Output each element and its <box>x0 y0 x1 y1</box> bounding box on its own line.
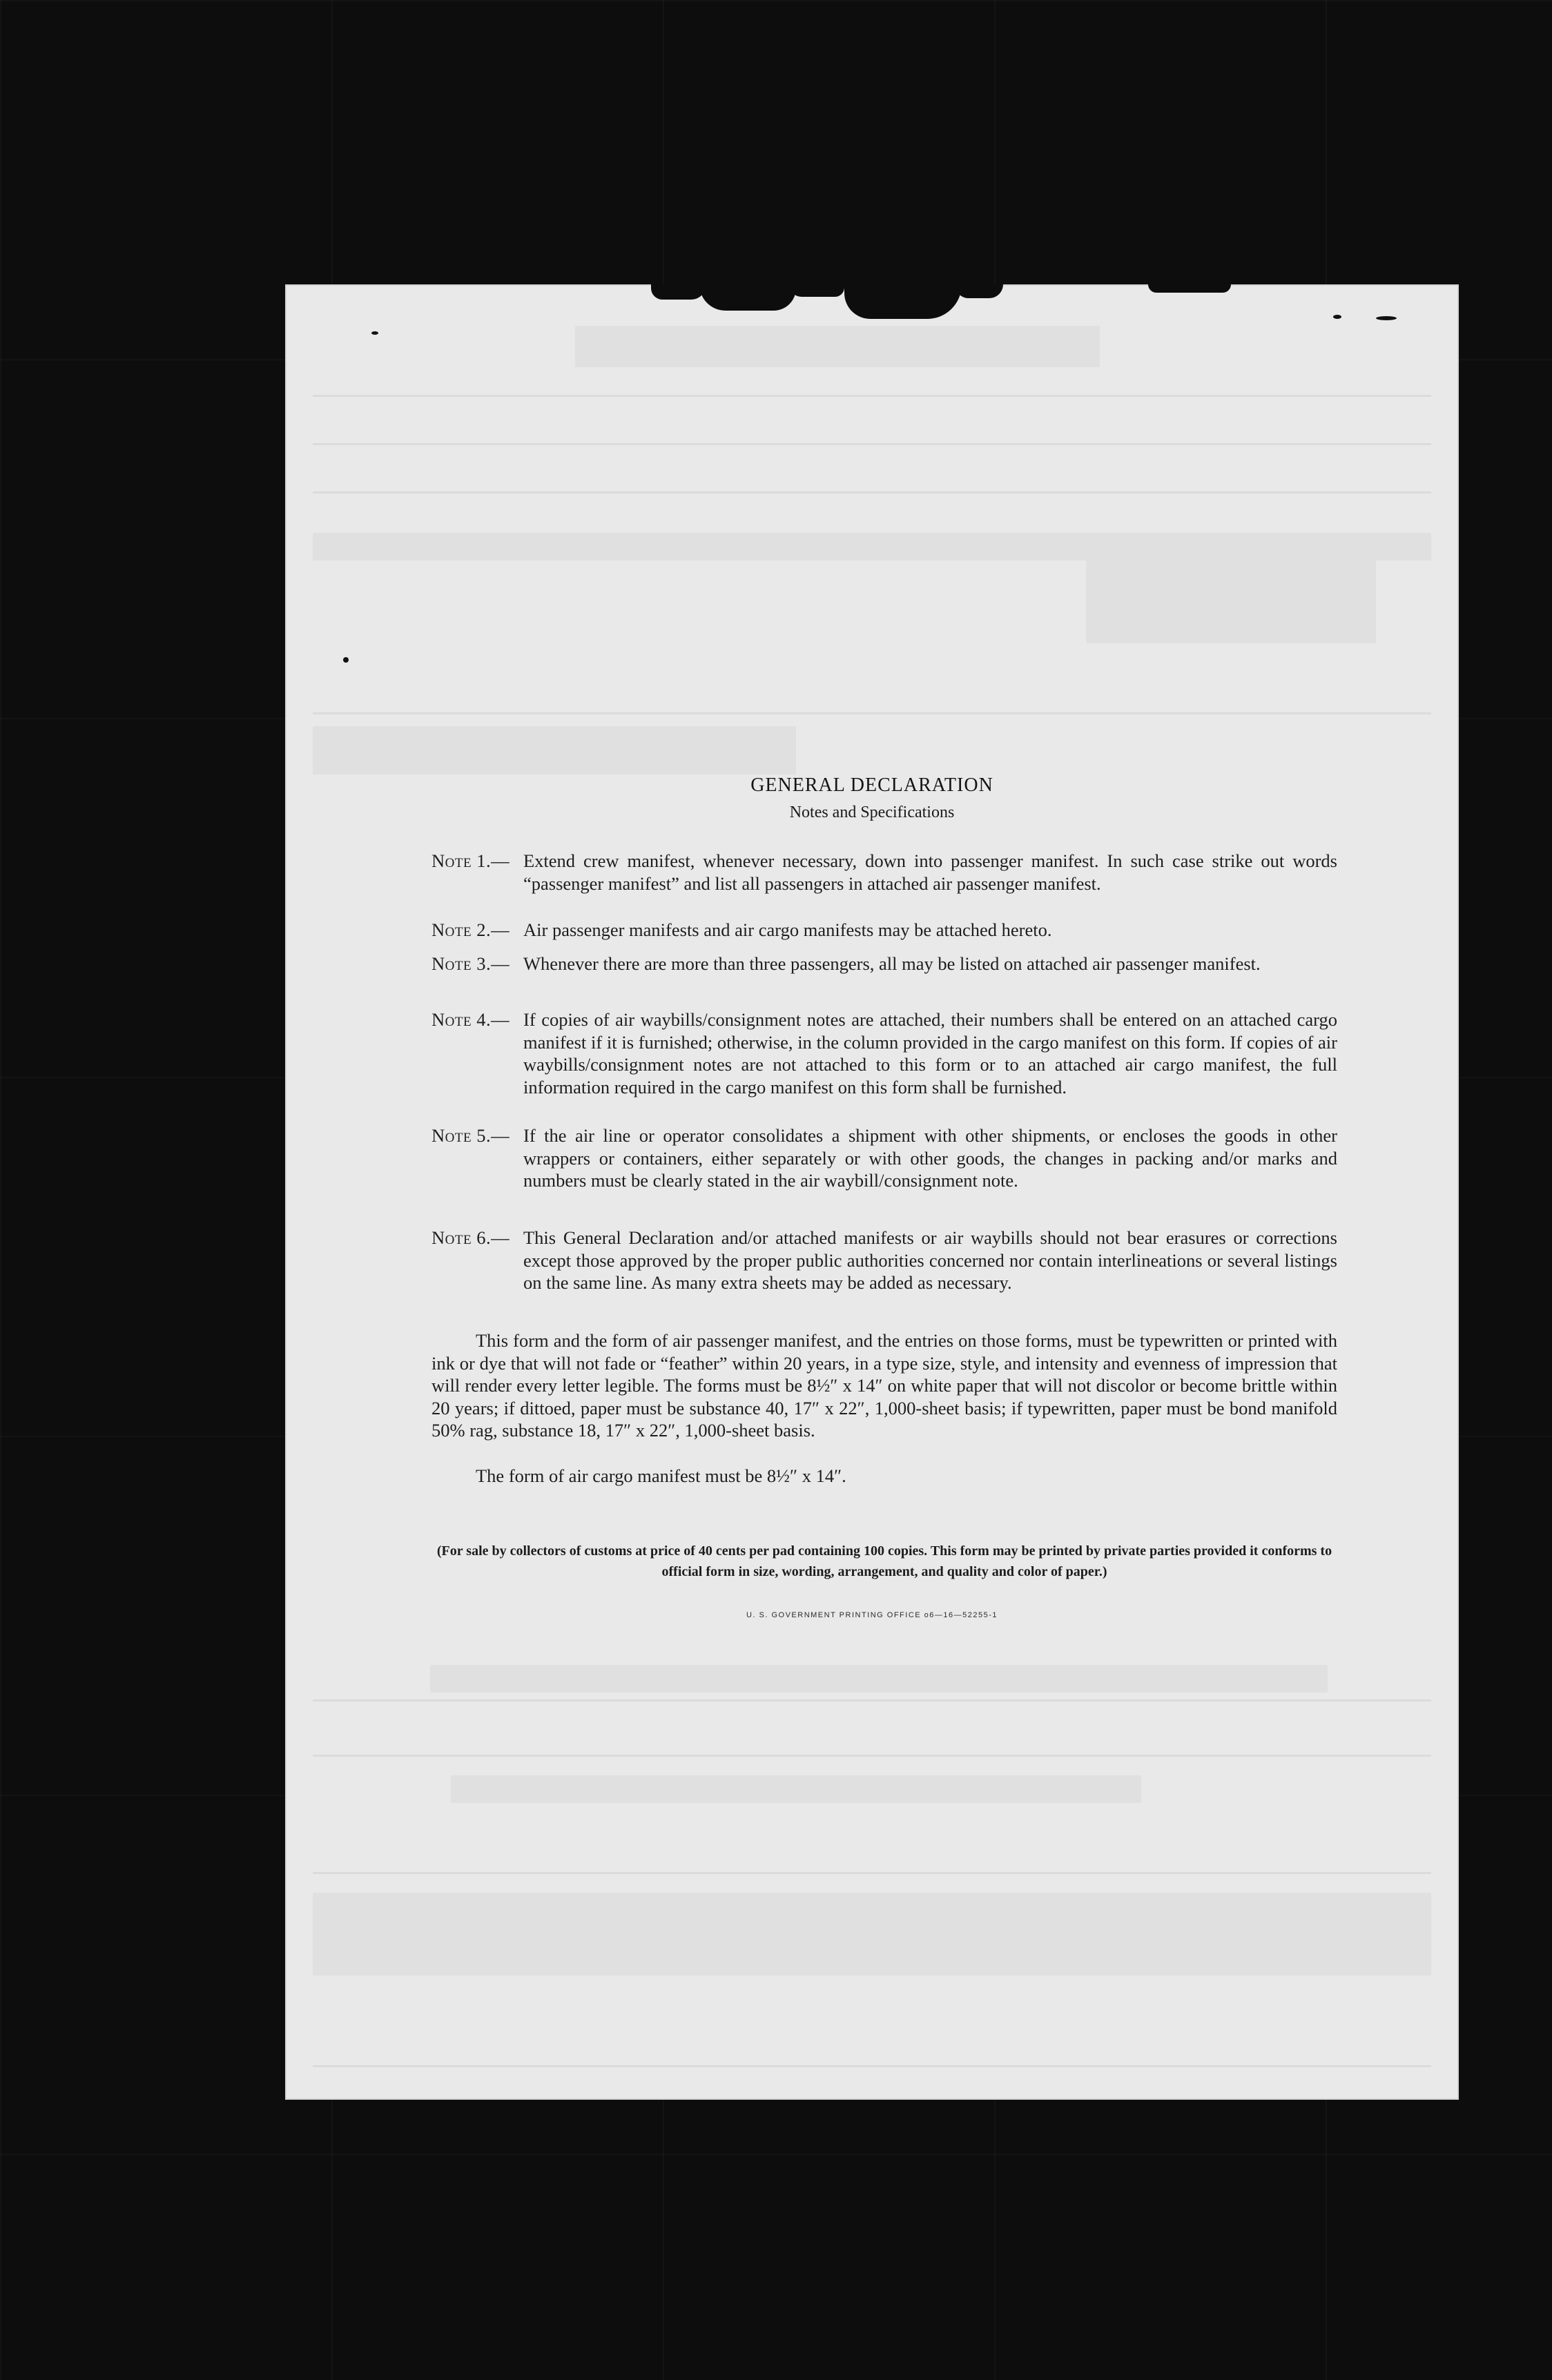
printer-line: U. S. GOVERNMENT PRINTING OFFICE o6—16—52255-1 <box>746 1611 998 1619</box>
note-text: If the air line or operator consolidates a shipment with other shipments, or encloses the goods in other wrappers or containers, either separately or with other goods, the changes in packing and/or marks and numbers must be clearly stated in the air waybill/consignment note. <box>523 1125 1337 1191</box>
note-text: Air passenger manifests and air cargo manifests may be attached hereto. <box>523 919 1052 940</box>
note-4: Note 4.— If copies of air waybills/consignment notes are attached, their numbers shall be entered on an attached cargo manifest if it is furnished; otherwise, in the column provided in the cargo manifest on this form. If copies of air waybills/consignment notes are not attached to this form or to an attached air cargo manifest, the full information required in the cargo manifest on this form shall be furnished. <box>431 1009 1337 1098</box>
note-label: Note 5. <box>431 1125 492 1146</box>
note-6: Note 6.— This General Declaration and/or attached manifests or air waybills should not bear erasures or corrections except those approved by the proper public authorities concerned nor contain interlineations or several listings on the same line. As many extra sheets may be added as necessary. <box>431 1227 1337 1293</box>
declaration-notes <box>285 284 1459 2100</box>
cargo-manifest-size: The form of air cargo manifest must be 8½″ x 14″. <box>476 1465 846 1486</box>
note-label: Note 2. <box>431 919 492 940</box>
note-label: Note 3. <box>431 953 492 974</box>
note-5: Note 5.— If the air line or operator consolidates a shipment with other shipments, or encloses the goods in other wrappers or containers, either separately or with other goods, the changes in packing and/or marks and numbers must be clearly stated in the air waybill/consignment note. <box>431 1125 1337 1191</box>
note-label: Note 4. <box>431 1009 492 1030</box>
scan-speck <box>1376 316 1397 320</box>
note-1: Note 1.— Extend crew manifest, whenever necessary, down into passenger manifest. In such case strike out words “passenger manifest” and list all passengers in attached air passenger manifest. <box>431 850 1337 894</box>
note-label: Note 6. <box>431 1227 492 1248</box>
note-label: Note 1. <box>431 850 492 871</box>
document-subtitle: Notes and Specifications <box>789 803 955 821</box>
scan-speck <box>371 331 378 335</box>
note-2: Note 2.— Air passenger manifests and air cargo manifests may be attached hereto. <box>431 919 1337 942</box>
specification-paragraph: This form and the form of air passenger manifest, and the entries on those forms, must be typewritten or printed with ink or dye that will not fade or “feather” within 20 years, in a type size, style, and intensity and evenness of impression that will render every letter legible. The forms must be 8½″ x 14″ on white paper that will not discolor or become brittle within 20 years; if dittoed, paper must be substance 40, 17″ x 22″, 1,000-sheet basis; if typewritten, paper must be bond manifold 50% rag, substance 18, 17″ x 22″, 1,000-sheet basis. <box>431 1330 1337 1441</box>
note-text: Whenever there are more than three passengers, all may be listed on attached air passenger manifest. <box>523 953 1261 974</box>
document-title: GENERAL DECLARATION <box>750 774 993 796</box>
note-3: Note 3.— Whenever there are more than three passengers, all may be listed on attached air passenger manifest. <box>431 953 1337 975</box>
note-text: This General Declaration and/or attached manifests or air waybills should not bear erasures or corrections except those approved by the proper public authorities concerned nor contain interlineations or several listings on the same line. As many extra sheets may be added as necessary. <box>523 1227 1337 1293</box>
note-text: If copies of air waybills/consignment notes are attached, their numbers shall be entered on an attached cargo manifest if it is furnished; otherwise, in the column provided in the cargo manifest on this form. If copies of air waybills/consignment notes are not attached to this form or to an attached air cargo manifest, the full information required in the cargo manifest on this form shall be furnished. <box>523 1009 1337 1098</box>
scan-speck <box>343 657 349 663</box>
sale-notice: (For sale by collectors of customs at price of 40 cents per pad containing 100 copies. This form may be printed by private parties provided it conforms to official form in size, wording, arrangement, and quality and color of paper.) <box>436 1543 1332 1579</box>
document-page <box>285 284 1459 2100</box>
scan-speck <box>1333 315 1341 319</box>
note-text: Extend crew manifest, whenever necessary, down into passenger manifest. In such case strike out words “passenger manifest” and list all passengers in attached air passenger manifest. <box>523 850 1337 894</box>
